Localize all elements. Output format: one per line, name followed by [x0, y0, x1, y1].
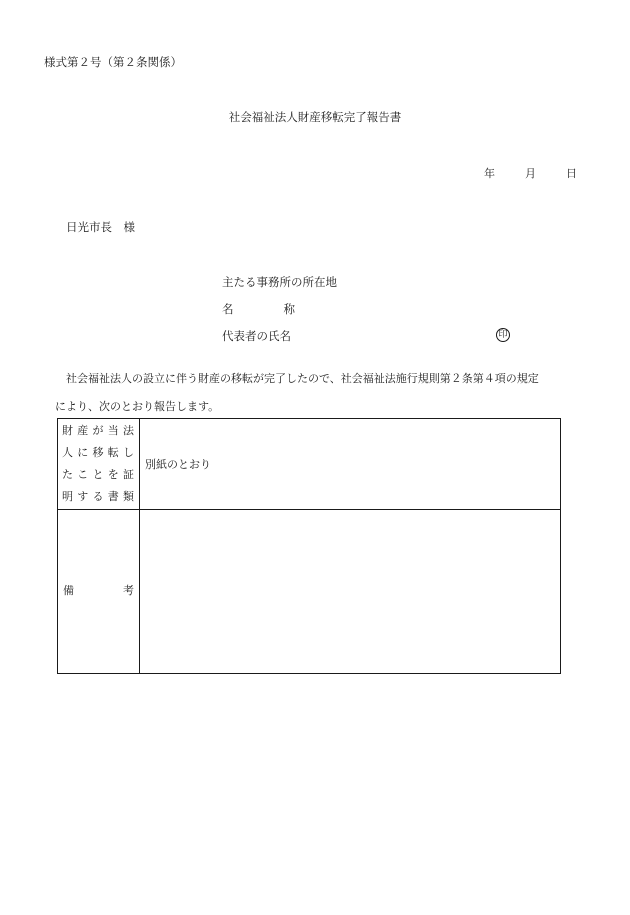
report-table: [57, 418, 561, 674]
form-number: 様式第２号（第２条関係）: [44, 55, 182, 69]
applicant-representative-label: 代表者の氏名: [222, 329, 291, 343]
date-year-label: 年: [484, 167, 495, 180]
documents-label-line-3: たことを証: [62, 468, 135, 481]
applicant-name-label: [222, 304, 295, 316]
document-title: 社会福祉法人財産移転完了報告書: [228, 110, 402, 124]
date-line: [484, 168, 577, 179]
remarks-value-cell[interactable]: [140, 510, 561, 674]
documents-label-line-1: 財産が当法: [62, 424, 135, 437]
addressee: 日光市長 様: [66, 220, 135, 234]
date-day-label: 日: [566, 167, 577, 180]
documents-label-line-2: 人に移転し: [62, 446, 135, 459]
documents-value-text: 別紙のとおり: [145, 458, 211, 471]
remarks-label-char-2: 考: [123, 583, 134, 597]
table-row-remarks: [58, 510, 561, 674]
remarks-label-char-1: 備: [63, 583, 74, 597]
documents-label-line-4: 明する書類: [62, 490, 135, 503]
documents-label-cell: [58, 419, 140, 510]
seal-mark: 印: [496, 328, 510, 342]
date-month-label: 月: [525, 167, 536, 180]
table-row-documents: [58, 419, 561, 510]
applicant-name-label-char-1: 名: [222, 302, 234, 316]
body-text-line-1: 社会福祉法人の設立に伴う財産の移転が完了したので、社会福祉法施行規則第２条第４項の規定: [66, 372, 539, 385]
remarks-label-cell: [58, 510, 140, 674]
documents-value-cell[interactable]: [140, 419, 561, 510]
applicant-address-label: 主たる事務所の所在地: [222, 275, 337, 289]
applicant-name-label-char-2: 称: [283, 302, 295, 316]
body-text-line-2: により、次のとおり報告します。: [55, 400, 220, 413]
